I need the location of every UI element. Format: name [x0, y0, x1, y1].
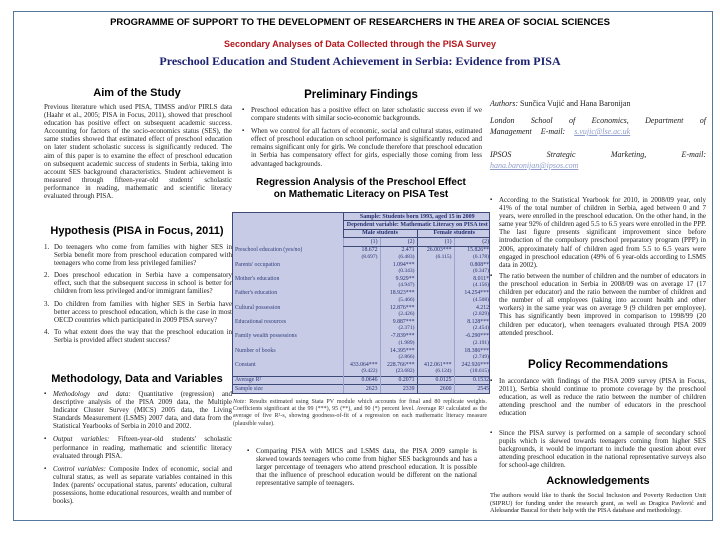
list-item: [44, 243, 232, 267]
table-cell: [417, 333, 454, 347]
table-cell: 228.766*** (23.682): [380, 362, 417, 377]
list-item: [44, 465, 232, 505]
table-cell: Preschool education (yes/no): [235, 246, 303, 253]
list-item: [242, 106, 482, 122]
item-text: Since the PISA survey is performed on a sample of secondary school pupils which is skewed towards teenagers coming from higher SES backgrounds, it would be important to include the question about ever attending preschool education in the national representative surveys also for school-age children.: [499, 429, 706, 470]
table-cell: 2.471 (6.483): [380, 246, 417, 261]
item-number: 1.: [44, 243, 50, 251]
table-cell: 8.011* (4.156): [454, 276, 490, 290]
table-cell: [417, 261, 454, 275]
table-row: [233, 347, 490, 361]
table-cell: 9.929** (4.947): [380, 276, 417, 290]
item-number: 2.: [44, 271, 50, 280]
item-text: According to the Statistical Yearbook for 2010, in 2008/09 year, only 41% of the total number of children in Serbia, aged between 0 and 7 years, were enrolled in the preschool education. On the other hand, in the same year 92% of children aged 5.5 to 6.5 years were enrolled in the PPP. The last figure presents significant improvement since before introduction of the compulsory preschool preparatory program (PPP) in 2006, approximately half of children aged from 5.5 to 6.5 years were engaged in preschool education (49% of 6 year-olds according to LSMS data in 2002).: [499, 196, 706, 269]
affiliation-text: London School of Economics, Department of Management E-mail:: [490, 116, 706, 136]
table-row: [233, 276, 490, 290]
table-cell: [417, 304, 454, 318]
item-body: Composite Index of economic, social and cultural status, as well as separate variables contained in this Index (parents' occupational status, parents' education, cultural possessions, home educational resources, wealth and number of books).: [53, 464, 233, 506]
item-text: Do children from families with higher SES in Serbia have better access to preschool education, which is the case in most OECD countries which participated in 2009 PISA survey?: [54, 299, 232, 324]
item-number: 3.: [44, 299, 50, 308]
programme-title: PROGRAMME OF SUPPORT TO THE DEVELOPMENT OF RESEARCHERS IN THE AREA OF SOCIAL SCIENCES: [110, 17, 610, 28]
item-text: [53, 435, 232, 459]
table-cell: Constant: [235, 362, 256, 369]
table-cell: [343, 276, 380, 290]
table-cell: Sample size: [233, 385, 343, 393]
item-text: [53, 390, 232, 430]
table-cell: 2339: [380, 385, 417, 393]
table-cell: [417, 347, 454, 361]
item-text: When we control for all factors of economic, social and cultural status, estimated effect of preschool education on school performance is significantly reduced and remains significant only for girls. We conclude therefore that preschool education in Serbia has compensatory effect for girls, especially those coming from less advantaged backgrounds.: [251, 127, 482, 168]
bullet-icon: [247, 447, 256, 487]
bullet-icon: [44, 435, 53, 459]
authors-block: [490, 99, 706, 171]
item-text: To what extent does the way that the preschool education in Serbia is provided affect student success?: [54, 327, 232, 344]
table-cell: [343, 261, 380, 275]
table-cell: (2): [380, 238, 417, 246]
item-body: Fifteen-year-old students' scholastic performance in reading, mathematic and scientific literacy evaluated through PISA.: [53, 435, 233, 460]
table-cell: 2545: [454, 385, 490, 393]
item-number: 4.: [44, 327, 50, 336]
table-cell: Cultural possession: [235, 304, 281, 311]
email-link-lse[interactable]: s.vujic@lse.ac.uk: [574, 127, 631, 136]
note-text: Results estimated using Stata PV module which accounts for final and 80 replicate weights. Coefficients significant at the 99 (***), 95 (**), and 90 (*) percent level. Average R² calculated as the average of five R²-s, showing goodness-of-fit of a regression on each mathematic literacy measure (plausible value).: [233, 399, 487, 427]
methodology-heading: Methodology, Data and Variables: [51, 373, 223, 385]
table-cell: 0.1532: [454, 376, 490, 384]
comparison-bullet: [247, 447, 477, 492]
note-lead: Note:: [233, 399, 247, 405]
item-text: Comparing PISA with MICS and LSMS data, the PISA 2009 sample is skewed towards teenagers who come from higher SES backgrounds and has a larger percentage of teenagers who attend preschool education. It is possible that the influence of preschool education would be different on the national representative sample of teenagers.: [256, 447, 477, 488]
affiliation-text: IPSOS Strategic Marketing, E-mail:: [490, 150, 706, 159]
table-cell: Average R²: [233, 376, 343, 384]
statistics-bullet-2: [490, 272, 706, 342]
hypothesis-list: [44, 243, 232, 348]
table-cell: -7.839*** (1.989): [380, 333, 417, 347]
table-cell: Mother's education: [235, 276, 280, 283]
item-body: Quantitative (regression) and descriptive analysis of the PISA 2009 data, the Multiple Indicator Cluster Survey (MICS) 2005 data, the Living Standards Measurement (LSMS) 2007 data, and data from the Statistical Yearbooks of Serbia in 2010 and 2002.: [53, 390, 232, 431]
list-item: [242, 127, 482, 167]
table-row: [233, 246, 490, 261]
list-item: [44, 300, 232, 324]
table-row: [233, 290, 490, 304]
aim-paragraph: Previous literature which used PISA, TIMSS and/or PIRLS data (Haahr et al., 2005; PISA in Focus, 2011), showed that preschool education has positive effect on subsequent academic success. Accounting for factors of the socio-economics status (SES), the same studies showed that estimated effect of preschool education on later student scholastic success is significantly reduced. The aim of this paper is to examine the effect of preschool education on subsequent academic success of students in Serbia, taking into account SES background characteristics. Student achievement is measured through fifteen-year-old students' scholastic performance in reading, mathematic and scientific literacy evaluated through PISA.: [44, 103, 232, 201]
table-cell: 14.395*** (2.866): [380, 347, 417, 361]
project-subtitle: Secondary Analyses of Data Collected through the PISA Survey: [224, 39, 496, 49]
affiliation-lse: [490, 115, 706, 137]
table-cell: 0.0646: [343, 376, 380, 384]
table-cell: 242.926*** (18.615): [454, 362, 490, 377]
bullet-icon: [242, 127, 251, 167]
regression-table: [233, 213, 490, 393]
statistics-bullet-1: [490, 196, 706, 274]
table-cell: [233, 213, 343, 246]
table-cell: 15.826** (6.178): [454, 246, 490, 261]
table-cell: (1): [343, 238, 380, 246]
aim-heading: Aim of the Study: [93, 87, 181, 99]
item-text: Does preschool education in Serbia have a compensatory effect, such that the subsequent success in school is better for children from less privileged and/or immigrant families?: [54, 271, 232, 296]
table-cell: Parents' occupation: [235, 261, 280, 268]
table-cell: Father's education: [235, 290, 278, 297]
list-item: [44, 271, 232, 295]
table-cell: 12.876*** (2.426): [380, 304, 417, 318]
bullet-icon: [490, 272, 499, 337]
item-text: In accordance with findings of the PISA 2009 survey (PISA in Focus, 2011), Serbia should continue to promote coverage by the preschool education, as well as reduce the ratio between the number of children attending preschool and the number of educators in the preschool education: [499, 377, 706, 418]
table-note: [233, 399, 487, 428]
regression-heading-line1: Regression Analysis of the Preschool Effect: [256, 177, 466, 188]
policy-bullet-1: [490, 377, 706, 422]
table-cell: 0.0125: [417, 376, 454, 384]
table-row: [233, 385, 490, 393]
affiliation-ipsos: [490, 149, 706, 171]
authors-line: [490, 99, 706, 109]
bullet-icon: [44, 465, 53, 505]
table-cell: Dependent variable: Mathematic Literacy on PISA test: [343, 221, 490, 229]
preliminary-heading: Preliminary Findings: [304, 89, 418, 101]
acknowledgements-text: The authors would like to thank the Social Inclusion and Poverty Reduction Unit (SIPRU) for funding under the research grant, as well as Dragica Pavlović and Aleksandar Baucal for their help with the PISA database and methodology.: [490, 492, 706, 515]
table-cell: Sample: Students born 1993, aged 15 in 2009: [343, 213, 490, 221]
table-row: [233, 319, 490, 333]
table-row: [233, 376, 490, 384]
table-row: [233, 362, 490, 377]
list-item: [44, 390, 232, 430]
table-row: [233, 333, 490, 347]
item-text: The ratio between the number of children and the number of educators in the preschool education in Serbia in 2008/09 was on average 17 (17 children per educator) and the ratio between the number of children and the number of all employees (taking into account health and other workers) in the same year was on average 9 (9 children per employee). This has significantly been improved in comparison to 1998/99 (20 children per educator), when teenagers evaluated through PISA 2009 attended preschool.: [499, 272, 706, 337]
table-cell: 18.923*** (5.466): [380, 290, 417, 304]
table-row: [233, 304, 490, 318]
table-cell: Male students: [343, 229, 417, 237]
table-cell: 26.003*** (6.115): [417, 246, 454, 261]
table-cell: Number of books: [235, 347, 276, 354]
table-cell: -6.290*** (2.191): [454, 333, 490, 347]
table-cell: 8.128*** (2.454): [454, 319, 490, 333]
authors-names: Sunčica Vujić and Hana Baronijan: [518, 99, 631, 108]
paper-title: Preschool Education and Student Achievement in Serbia: Evidence from PISA: [159, 54, 561, 68]
email-link-ipsos[interactable]: hana.baronijan@ipsos.com: [490, 161, 579, 170]
table-row: [233, 261, 490, 275]
table-cell: Educational resources: [235, 319, 287, 326]
table-cell: (2): [454, 238, 490, 246]
table-cell: 412.061*** (6.124): [417, 362, 454, 377]
table-cell: 0.808** (0.347): [454, 261, 490, 275]
table-cell: [343, 319, 380, 333]
table-cell: 9.887*** (2.371): [380, 319, 417, 333]
table-cell: 4.212 (2.829): [454, 304, 490, 318]
bullet-icon: [490, 429, 499, 469]
policy-bullet-2: [490, 429, 706, 474]
table-cell: 433.064*** (9.422): [343, 362, 380, 377]
policy-heading: Policy Recommendations: [528, 359, 668, 371]
bullet-icon: [490, 196, 499, 269]
table-cell: Family wealth possessions: [235, 333, 297, 340]
list-item: [44, 328, 232, 344]
table-cell: 2623: [343, 385, 380, 393]
table-cell: (1): [417, 238, 454, 246]
table-cell: Female students: [417, 229, 490, 237]
item-text: Do teenagers who come from families with higher SES in Serbia benefit more from preschool education compared with teenagers who come from less privileged families?: [54, 243, 232, 268]
table-cell: 1.094*** (0.343): [380, 261, 417, 275]
item-lead: Methodology and data:: [53, 390, 131, 398]
table-cell: 18.386*** (2.749): [454, 347, 490, 361]
table-cell: [343, 333, 380, 347]
regression-table-figure: [232, 212, 490, 394]
table-cell: [343, 290, 380, 304]
bullet-icon: [44, 390, 53, 430]
table-cell: 0.2071: [380, 376, 417, 384]
table-cell: [417, 290, 454, 304]
list-item: [44, 435, 232, 459]
table-cell: [417, 319, 454, 333]
item-lead: Output variables:: [53, 435, 110, 444]
table-cell: [417, 276, 454, 290]
table-cell: [343, 347, 380, 361]
table-cell: 14.254*** (4.508): [454, 290, 490, 304]
bullet-icon: [490, 377, 499, 417]
regression-heading-line2: on Mathematic Literacy on PISA Test: [273, 188, 449, 200]
item-text: Preschool education has a positive effect on later scholastic success even if we compare students with similar socio-economic backgrounds.: [251, 106, 482, 123]
table-cell: [343, 304, 380, 318]
preliminary-list: [242, 106, 482, 173]
bullet-icon: [242, 106, 251, 122]
methodology-list: [44, 390, 232, 510]
authors-label: Authors:: [490, 99, 518, 108]
item-text: [53, 465, 232, 505]
regression-heading: [240, 177, 482, 200]
table-cell: 2600: [417, 385, 454, 393]
item-lead: Control variables:: [53, 464, 106, 473]
hypothesis-heading: Hypothesis (PISA in Focus, 2011): [50, 225, 224, 237]
table-cell: 18.672 (8.697): [343, 246, 380, 261]
table-row: [233, 213, 490, 221]
acknowledgements-heading: Acknowledgements: [546, 475, 650, 487]
